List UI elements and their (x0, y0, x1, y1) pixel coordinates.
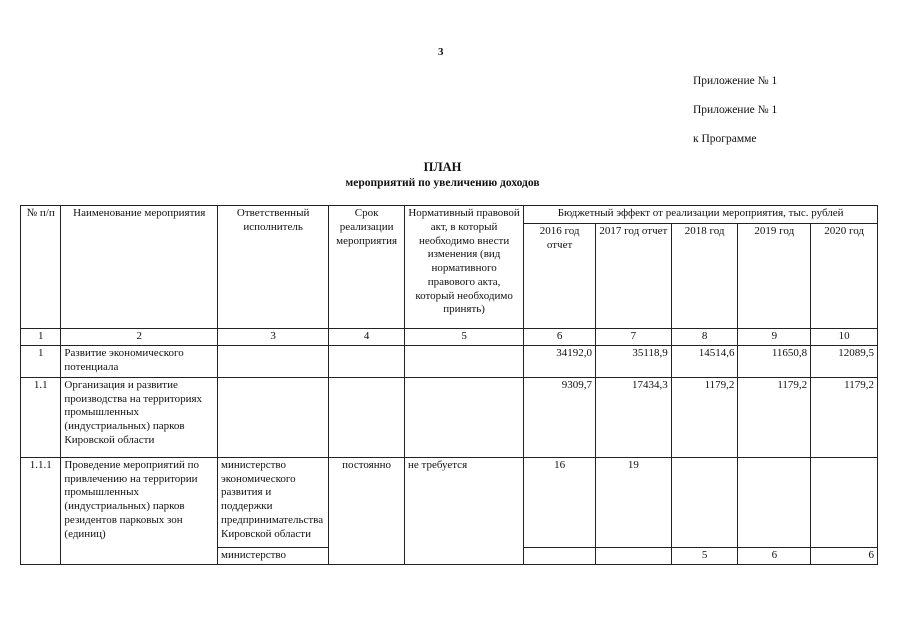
row-value-2019: 11650,8 (738, 345, 811, 377)
row-name: Развитие экономического потенциала (61, 345, 218, 377)
document-title: ПЛАН (423, 160, 462, 174)
row-value-2020 (811, 457, 878, 547)
plan-table (20, 205, 878, 565)
row-value-2016: 9309,7 (524, 377, 596, 457)
column-number: 9 (738, 329, 811, 346)
header-name: Наименование мероприятия (61, 206, 218, 329)
row-value-2018: 5 (671, 547, 738, 564)
table-row (21, 457, 878, 547)
header-2018: 2018 год (671, 224, 738, 329)
column-number: 8 (671, 329, 738, 346)
row-act: не требуется (404, 457, 523, 564)
row-executor: министерство (218, 547, 329, 564)
row-value-2016: 16 (524, 457, 596, 547)
header-budget-effect: Бюджетный эффект от реализации мероприятия, тыс. рублей (524, 206, 878, 224)
column-number: 4 (329, 329, 405, 346)
header-act: Нормативный правовой акт, в который необходимо внести изменения (вид нормативного правового акта, который необходимо принять) (404, 206, 523, 329)
row-num: 1.1.1 (21, 457, 61, 564)
row-value-2017: 17434,3 (595, 377, 671, 457)
row-num: 1.1 (21, 377, 61, 457)
appendix-line-2: Приложение № 1 (693, 104, 778, 116)
row-executor: министерство экономического развития и поддержки предпринимательства Кировской области (218, 457, 329, 547)
header-term: Срок реализации мероприятия (329, 206, 405, 329)
header-2016: 2016 год отчет (524, 224, 596, 329)
header-2017: 2017 год отчет (595, 224, 671, 329)
row-executor (218, 345, 329, 377)
row-value-2018: 14514,6 (671, 345, 738, 377)
row-name: Организация и развитие производства на территориях промышленных (индустриальных) парков Кировской области (61, 377, 218, 457)
row-term (329, 377, 405, 457)
row-value-2016: 34192,0 (524, 345, 596, 377)
row-term: постоянно (329, 457, 405, 564)
table-row (21, 377, 878, 457)
row-executor (218, 377, 329, 457)
row-value-2019: 1179,2 (738, 377, 811, 457)
column-number: 10 (811, 329, 878, 346)
document-subtitle: мероприятий по увеличению доходов (345, 177, 540, 189)
row-name: Проведение мероприятий по привлечению на территории промышленных (индустриальных) парков резидентов парковых зон (единиц) (61, 457, 218, 564)
header-executor: Ответственный исполнитель (218, 206, 329, 329)
row-value-2018 (671, 457, 738, 547)
row-act (404, 345, 523, 377)
row-value-2019 (738, 457, 811, 547)
appendix-line-3: к Программе (693, 133, 757, 145)
column-number: 2 (61, 329, 218, 346)
row-term (329, 345, 405, 377)
row-value-2020: 6 (811, 547, 878, 564)
row-value-2018: 1179,2 (671, 377, 738, 457)
column-number-row (21, 329, 878, 346)
appendix-line-1: Приложение № 1 (693, 75, 778, 87)
row-value-2020: 1179,2 (811, 377, 878, 457)
row-value-2020: 12089,5 (811, 345, 878, 377)
column-number: 1 (21, 329, 61, 346)
row-value-2017: 19 (595, 457, 671, 547)
header-2019: 2019 год (738, 224, 811, 329)
column-number: 7 (595, 329, 671, 346)
row-num: 1 (21, 345, 61, 377)
row-value-2017 (595, 547, 671, 564)
row-value-2017: 35118,9 (595, 345, 671, 377)
column-number: 3 (218, 329, 329, 346)
page-number: 3 (438, 46, 444, 58)
row-act (404, 377, 523, 457)
header-2020: 2020 год (811, 224, 878, 329)
table-row (21, 345, 878, 377)
column-number: 6 (524, 329, 596, 346)
row-value-2019: 6 (738, 547, 811, 564)
column-number: 5 (404, 329, 523, 346)
row-value-2016 (524, 547, 596, 564)
header-num: № п/п (21, 206, 61, 329)
